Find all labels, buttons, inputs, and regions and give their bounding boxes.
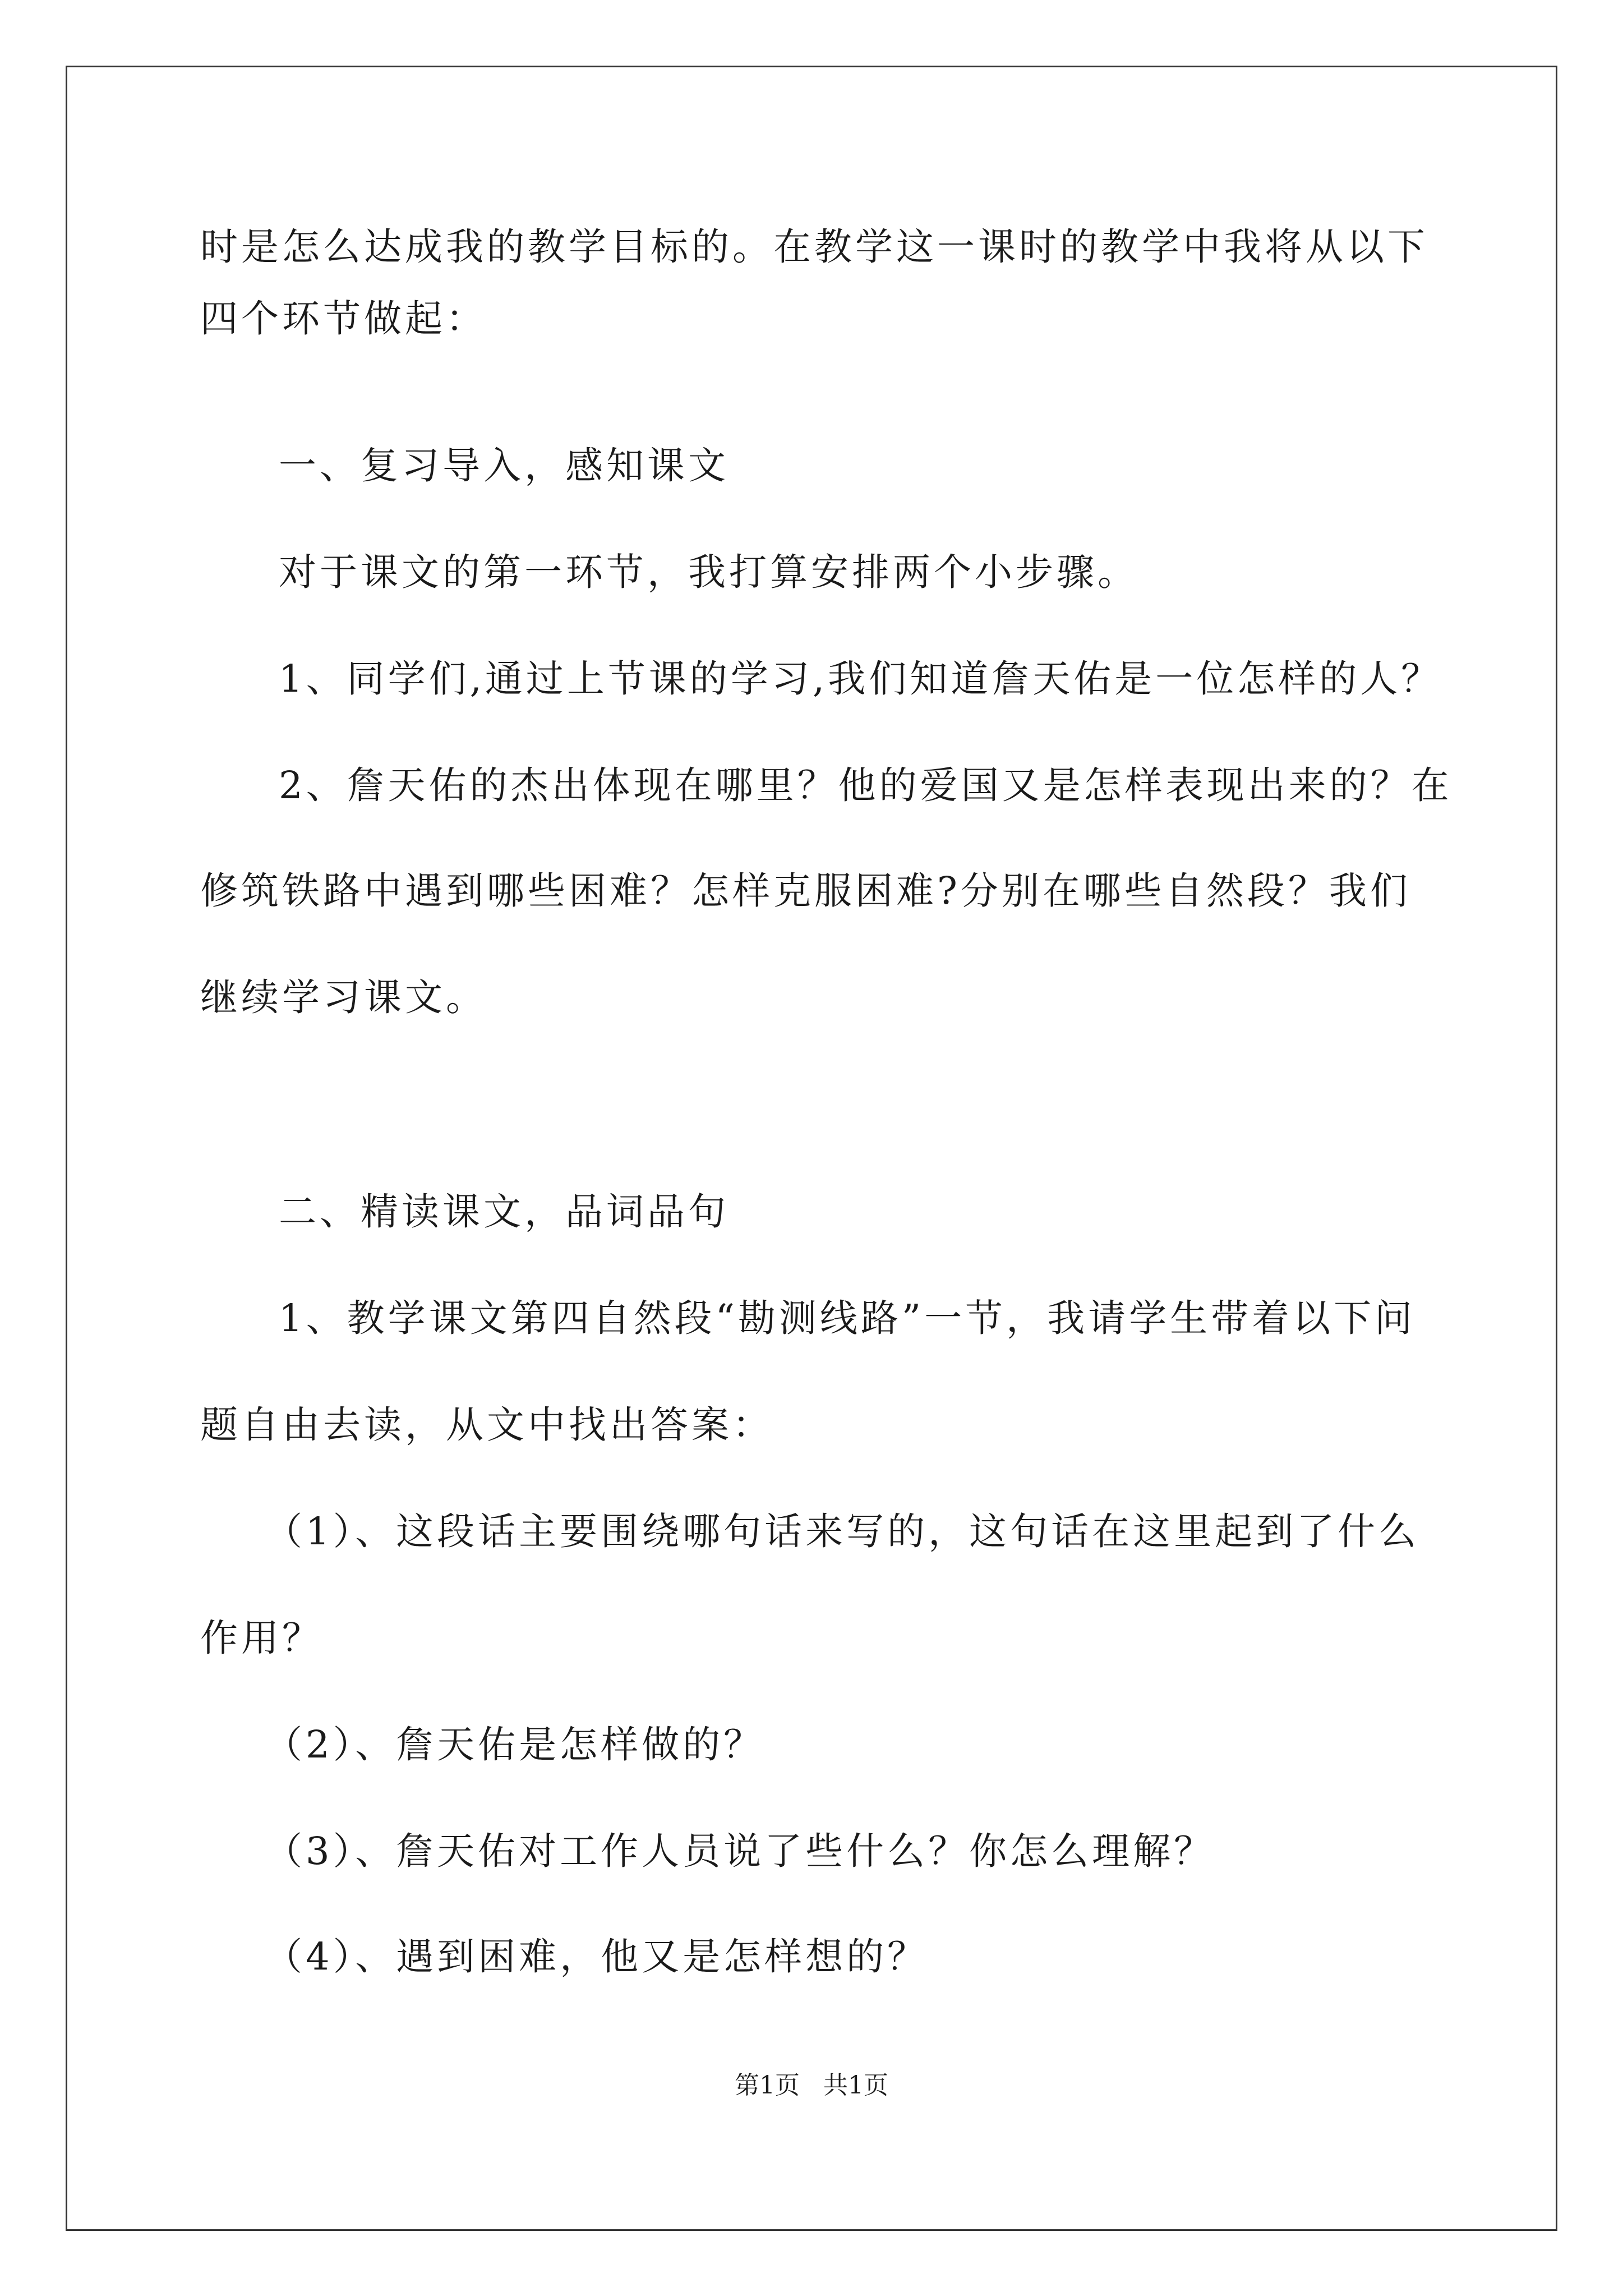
text-line: 1、同学们,通过上节课的学习,我们知道詹天佑是一位怎样的人？	[279, 657, 1442, 701]
text-line: （4）、遇到困难，他又是怎样想的？	[265, 1935, 929, 1978]
text-line: 时是怎么达成我的教学目标的。在教学这一课时的教学中我将从以下	[200, 225, 1428, 269]
text-line: 四个环节做起：	[200, 297, 487, 341]
section-heading-1: 一、复习导入，感知课文	[279, 444, 729, 487]
text-line: 继续学习课文。	[200, 976, 487, 1019]
section-heading-2: 二、精读课文，品词品句	[279, 1190, 729, 1234]
text-line: （3）、詹天佑对工作人员说了些什么？你怎么理解？	[265, 1829, 1215, 1873]
text-line: 2、詹天佑的杰出体现在哪里？他的爱国又是怎样表现出来的？在	[279, 763, 1453, 807]
page-footer: 第1页 共1页	[735, 2071, 888, 2100]
text-line: 1、教学课文第四自然段“勘测线路”一节，我请学生带着以下问	[279, 1296, 1416, 1340]
text-line: （1）、这段话主要围绕哪句话来写的，这句话在这里起到了什么	[265, 1510, 1420, 1553]
text-line: 题自由去读，从文中找出答案：	[200, 1403, 773, 1447]
text-line: 对于课文的第一环节，我打算安排两个小步骤。	[279, 550, 1138, 594]
text-line: （2）、詹天佑是怎样做的？	[265, 1723, 765, 1766]
text-line: 作用？	[200, 1616, 323, 1660]
page-border	[66, 66, 1557, 2231]
text-line: 修筑铁路中遇到哪些困难？怎样克服困难?分别在哪些自然段？我们	[200, 869, 1411, 913]
